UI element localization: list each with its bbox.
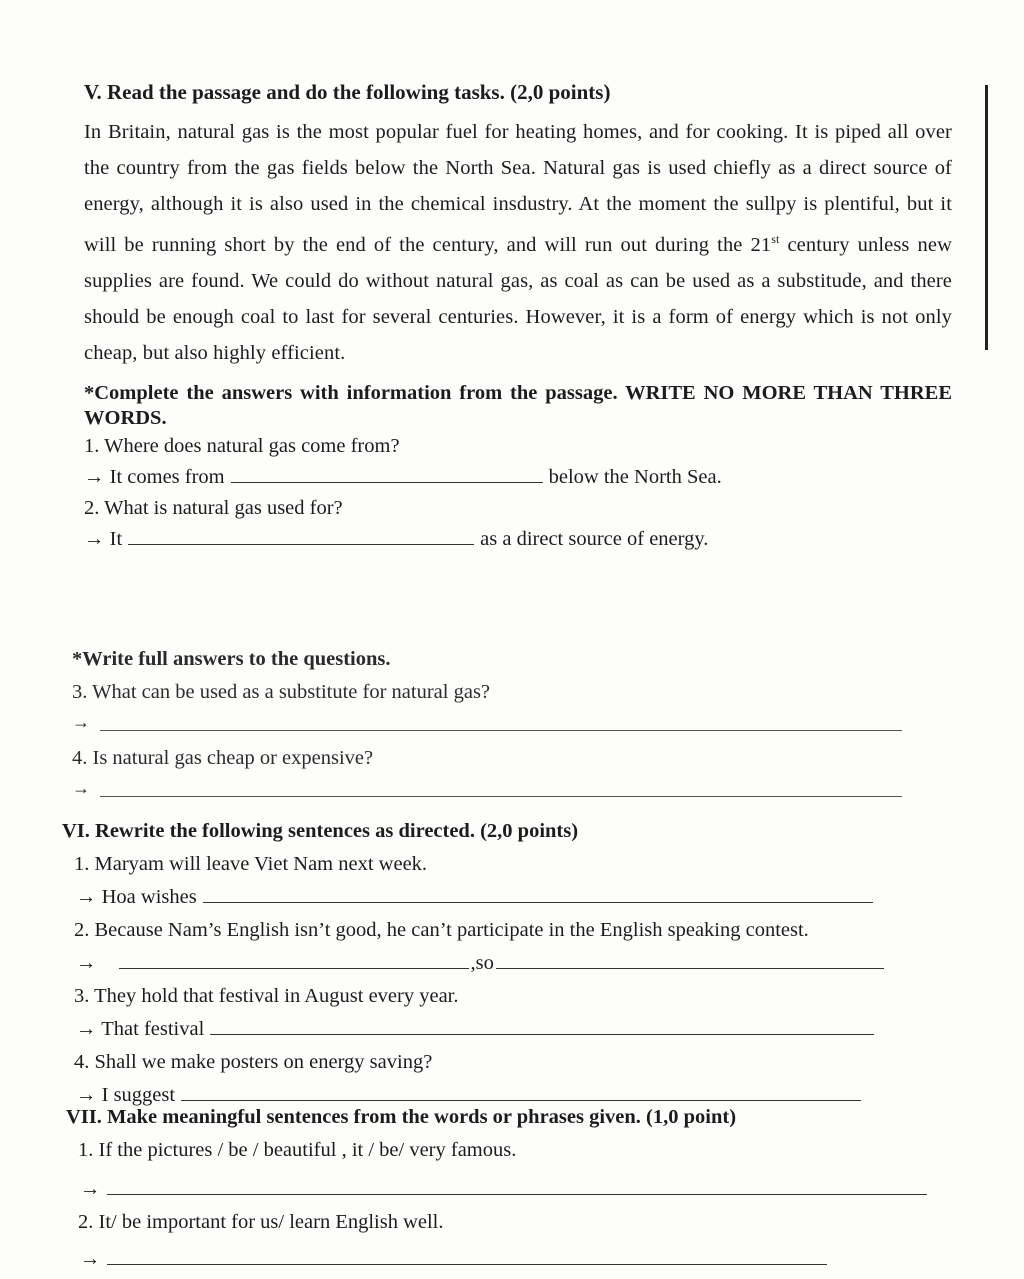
margin-line (985, 85, 988, 350)
arrow-icon: → (72, 778, 90, 798)
answer-3[interactable] (72, 708, 952, 742)
question-4: 4. Is natural gas cheap or expensive? (72, 747, 374, 769)
sentence-question-1: 1. If the pictures / be / beautiful , it / be/ very famous. (78, 1139, 517, 1161)
answer-4[interactable] (72, 774, 952, 808)
section-vii-heading: VII. Make meaningful sentences from the words or phrases given. (1,0 point) (66, 1106, 737, 1128)
section-v-full-answers (72, 643, 952, 808)
answer-2: → It as a direct source of energy. (84, 528, 709, 551)
answer-1-blank[interactable] (231, 482, 543, 483)
rewrite-answer-2: → ,so (62, 947, 942, 980)
arrow-icon: → (72, 712, 90, 732)
rewrite-answer-4: → I suggest (62, 1079, 942, 1112)
rewrite-answer-2-blank-a[interactable] (119, 968, 469, 969)
rewrite-answer-3-blank[interactable] (210, 1034, 874, 1035)
rewrite-question-3: 3. They hold that festival in August every year. (74, 985, 459, 1007)
rewrite-question-2: 2. Because Nam’s English isn’t good, he can’t participate in the English speaking contest. (74, 919, 809, 941)
sentence-answer-2-blank[interactable] (107, 1264, 827, 1265)
rewrite-answer-1-blank[interactable] (203, 902, 873, 903)
reading-passage: In Britain, natural gas is the most popular fuel for heating homes, and for cooking. It is piped all over the country from the gas fields below the North Sea. Natural gas is used chiefly as a direct source of energy, although it is also used in the chemical insdustry. At the moment the sullpy is plentiful, but it will be running short by the end of the century, and will run out during the 21st century unless new supplies are found. We could do without natural gas, as coal as can be used as a substitude, and there should be enough coal to last for several centuries. However, it is a form of energy which is not only cheap, but also highly efficient. (84, 121, 952, 364)
rewrite-question-4: 4. Shall we make posters on energy saving? (74, 1051, 433, 1073)
answer-3-line (100, 730, 902, 731)
question-3: 3. What can be used as a substitute for natural gas? (72, 681, 491, 703)
question-1: 1. Where does natural gas come from? (84, 435, 400, 458)
sentence-question-2: 2. It/ be important for us/ learn English well. (78, 1211, 444, 1233)
answer-2-blank[interactable] (128, 544, 474, 545)
section-vi-heading: VI. Rewrite the following sentences as directed. (2,0 points) (62, 820, 579, 842)
question-2: 2. What is natural gas used for? (84, 497, 343, 520)
section-vi (62, 815, 942, 1112)
instruction-full-answers: *Write full answers to the questions. (72, 648, 391, 670)
section-v (84, 80, 952, 555)
sentence-answer-1: → (66, 1173, 946, 1206)
sentence-answer-1-blank[interactable] (107, 1194, 927, 1195)
rewrite-answer-3: → That festival (62, 1013, 942, 1046)
sentence-answer-2: → (66, 1243, 946, 1276)
section-vii (66, 1101, 946, 1276)
rewrite-question-1: 1. Maryam will leave Viet Nam next week. (74, 853, 428, 875)
section-v-heading: V. Read the passage and do the following tasks. (2,0 points) (84, 80, 611, 104)
rewrite-answer-1: → Hoa wishes (62, 881, 942, 914)
answer-4-line (100, 796, 902, 797)
answer-1: → It comes from below the North Sea. (84, 466, 722, 489)
rewrite-answer-2-blank-b[interactable] (496, 968, 884, 969)
instruction-complete: *Complete the answers with information from the passage. WRITE NO MORE THAN THREE WORDS. (84, 382, 952, 430)
